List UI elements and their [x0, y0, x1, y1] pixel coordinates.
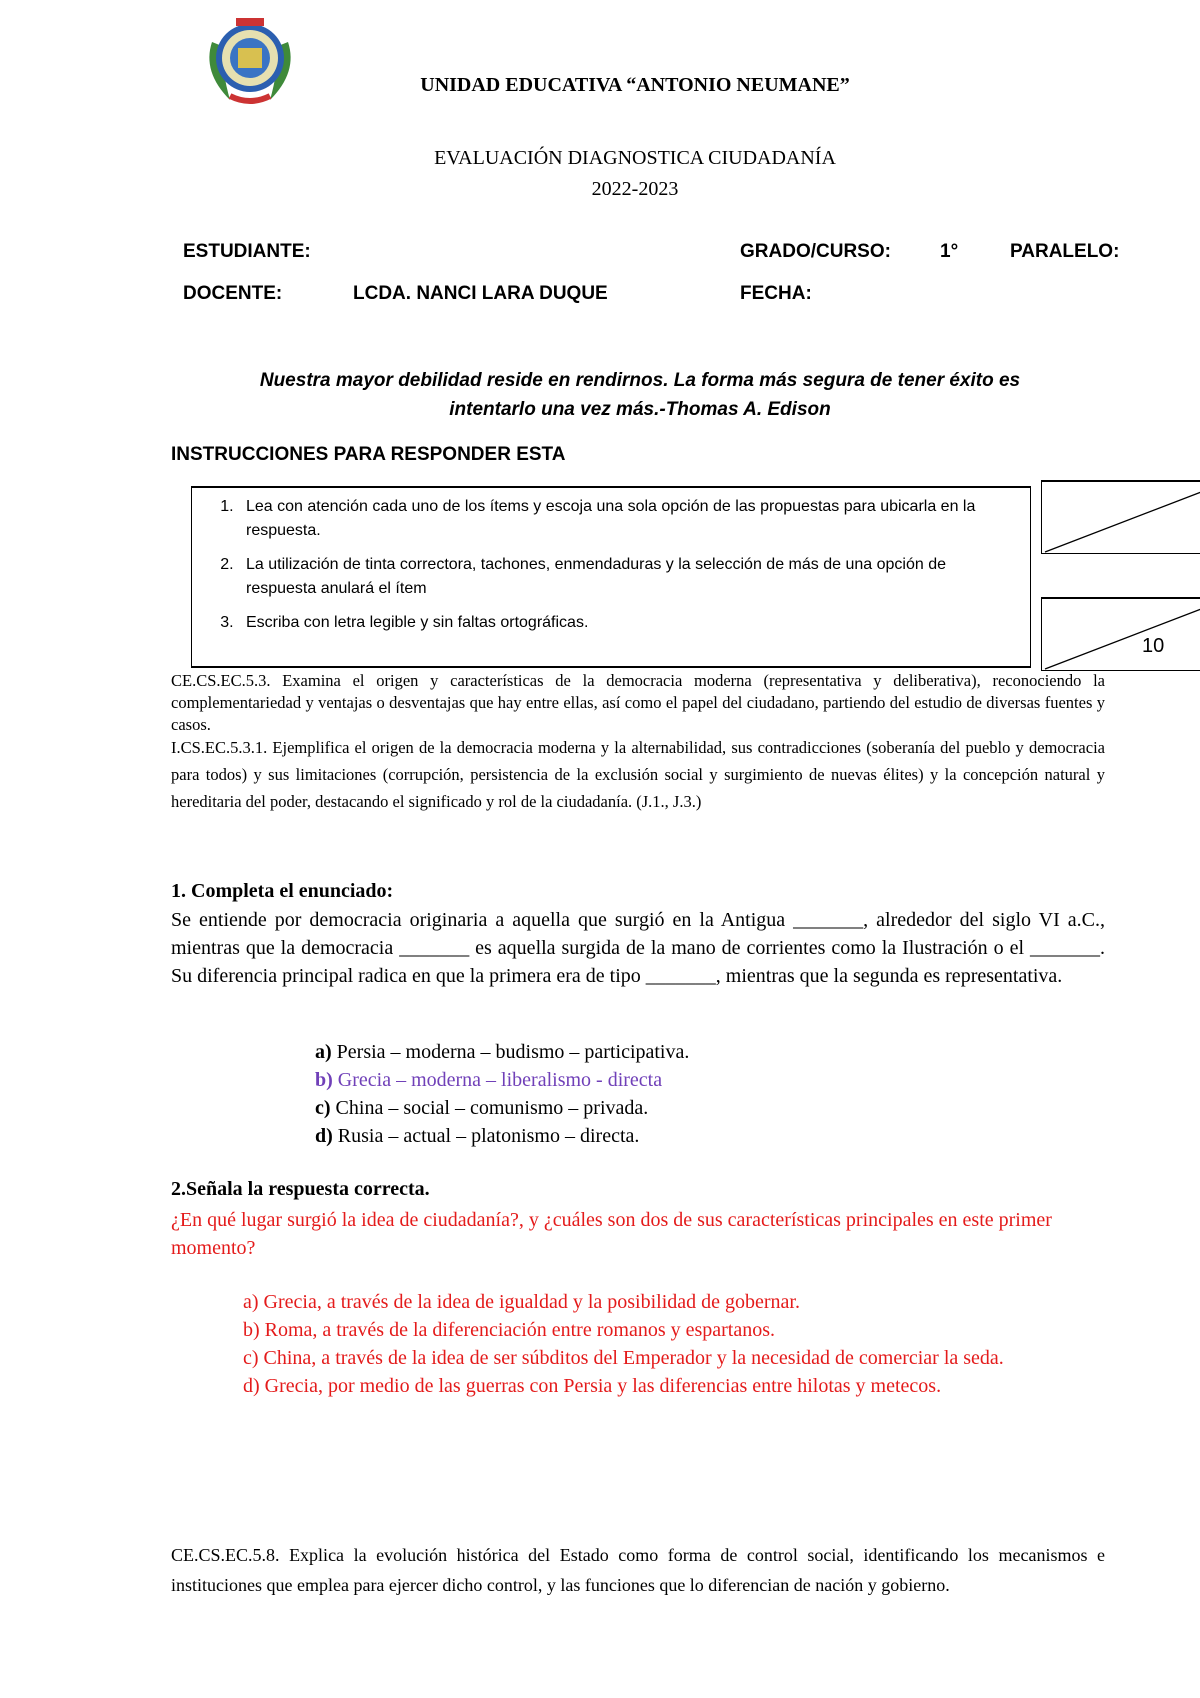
criterion-ce-5-8: CE.CS.EC.5.8. Explica la evolución histórica del Estado como forma de control social, identificando los mecanismos e instituciones que emplea para ejercer dicho control, y las funciones que lo diferencian de nación y gobierno. [171, 1545, 1105, 1595]
school-crest-icon [200, 12, 300, 112]
criterion-ce-5-3: CE.CS.EC.5.3. Examina el origen y características de la democracia moderna (representativa y deliberativa), reconociendo la complementariedad y ventajas o desventajas que hay entre ellas, así como el papel del ciudadano, partiendo del estudio de diversas fuentes y casos. [171, 671, 1105, 734]
quote-line-2: intentarlo una vez más.-Thomas A. Edison [449, 399, 831, 420]
instructions-title: INSTRUCCIONES PARA RESPONDER ESTA [171, 444, 566, 465]
option-c: c) China – social – comunismo – privada. [315, 1097, 649, 1119]
score-max: 10 [1142, 635, 1165, 657]
date-label: FECHA: [740, 283, 812, 304]
option-d: d) Grecia, por medio de las guerras con Persia y las diferencias entre hilotas y metecos. [243, 1375, 942, 1397]
student-label: ESTUDIANTE: [183, 241, 311, 262]
option-a: a) Persia – moderna – budismo – participativa. [315, 1041, 690, 1063]
question-2-options [243, 1288, 1105, 1400]
option-a: a) Grecia, a través de la idea de igualdad y la posibilidad de gobernar. [243, 1291, 800, 1313]
teacher-label: DOCENTE: [183, 283, 283, 304]
question-1-title: 1. Completa el enunciado: [171, 880, 394, 902]
indicator-ics-5-3-1: I.CS.EC.5.3.1. Ejemplifica el origen de la democracia moderna y la alternabilidad, sus contradicciones (soberanía del pueblo y democracia para todos) y sus limitaciones (corrupción, persistencia de la exclusión social y surgimiento de nuevas élites) y la concepción natural y hereditaria del poder, destacando el significado y rol de la ciudadanía. (J.1., J.3.) [171, 738, 1105, 811]
option-c: c) China, a través de la idea de ser súbditos del Emperador y la necesidad de comerciar la seda. [243, 1347, 1004, 1369]
instruction-item: 3. Escriba con letra legible y sin faltas ortográficas. [238, 611, 1018, 635]
school-name: UNIDAD EDUCATIVA “ANTONIO NEUMANE” [420, 74, 850, 96]
motivational-quote [170, 366, 1110, 424]
question-1-options [315, 1038, 689, 1150]
question-1-body: Se entiende por democracia originaria a aquella que surgió en la Antigua _______, alrededor del siglo VI a.C., mientras que la democracia _______ es aquella surgida de la mano de corrientes como la Ilustración o el _______. Su diferencia principal radica en que la primera era de tipo _______, mientras que la segunda es representativa. [171, 909, 1105, 987]
grade-value: 1° [940, 241, 959, 262]
option-b: b) Grecia – moderna – liberalismo - directa [315, 1069, 663, 1091]
question-2-title: 2.Señala la respuesta correcta. [171, 1178, 430, 1200]
instructions-box [191, 486, 1031, 668]
school-year: 2022-2023 [591, 178, 679, 200]
quote-line-1: Nuestra mayor debilidad reside en rendirnos. La forma más segura de tener éxito es [259, 370, 1021, 391]
question-2-prompt: ¿En qué lugar surgió la idea de ciudadanía?, y ¿cuáles son dos de sus características principales en este primer momento? [171, 1209, 1052, 1259]
teacher-name: LCDA. NANCI LARA DUQUE [353, 283, 608, 304]
score-box-total [1041, 597, 1200, 671]
instruction-item: 1. Lea con atención cada uno de los ítems y escoja una sola opción de las propuestas para ubicarla en la respuesta. [238, 495, 1018, 543]
option-d: d) Rusia – actual – platonismo – directa. [315, 1125, 640, 1147]
grade-label: GRADO/CURSO: [740, 241, 891, 262]
instruction-item: 2. La utilización de tinta correctora, tachones, enmendaduras y la selección de más de una opción de respuesta anulará el ítem [238, 553, 1018, 601]
evaluation-title: EVALUACIÓN DIAGNOSTICA CIUDADANÍA [434, 147, 836, 169]
option-b: b) Roma, a través de la diferenciación entre romanos y espartanos. [243, 1319, 776, 1341]
score-box-obtained [1041, 480, 1200, 554]
parallel-label: PARALELO: [1010, 241, 1120, 262]
